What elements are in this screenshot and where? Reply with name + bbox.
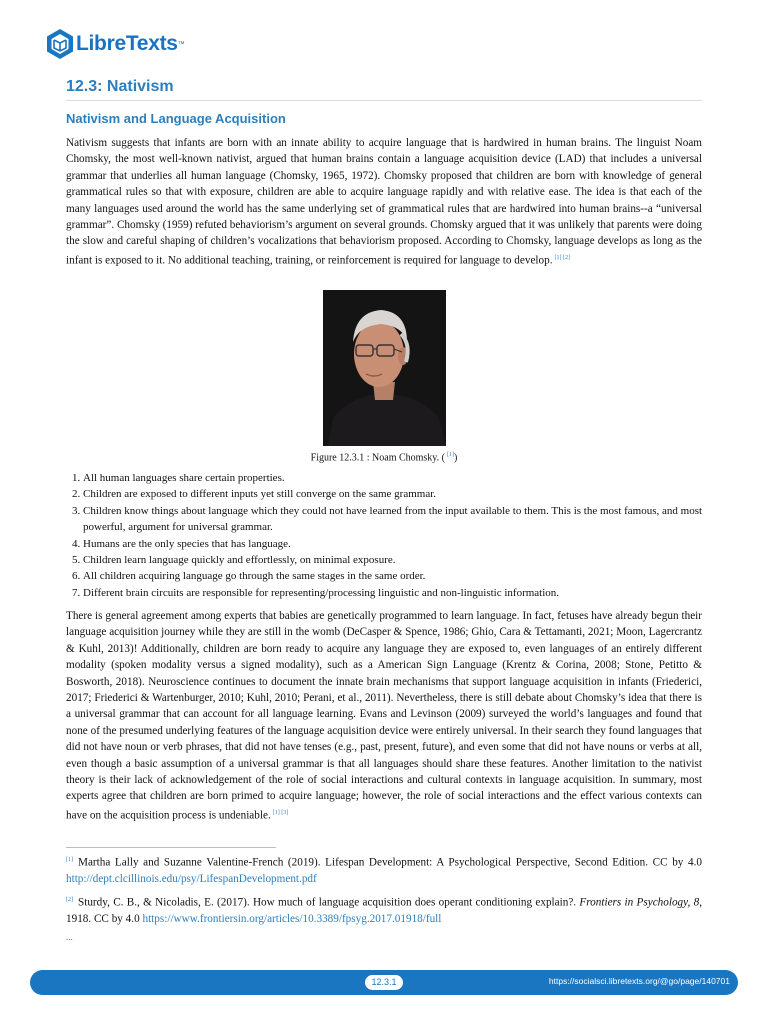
- footnote-2-journal: Frontiers in Psychology, 8: [579, 896, 700, 909]
- intro-paragraph-text: Nativism suggests that infants are born with an innate ability to acquire language that is hardwired in human brains. The linguist Noam Chomsky, the most well-known nativist, argued that human brains contain a language acquisition device (LAD) that includes a universal grammar that underlies all human language (Chomsky, 1965, 1972). Chomsky proposed that children are born with knowledge of general grammatical rules so that with exposure, children are able to acquire language rapidly and with relative ease. The idea is that each of the many languages used around the world has the same underlying set of grammatical rules that are hardwired into human brains--a “universal grammar”. Chomsky (1959) refuted behaviorism’s argument on several grounds. Chomsky argued that it was unlikely that parents were doing the slow and careful shaping of children’s vocalizations that behaviorism proposed. According to Chomsky, language develops as long as the infant is exposed to it. No additional teaching, training, or reinforcement is required for language to develop.: [66, 137, 702, 267]
- intro-paragraph: [66, 135, 702, 269]
- brand-name: LibreTexts: [76, 32, 178, 55]
- list-item: 6. All children acquiring language go through the same stages in the same order.: [83, 568, 719, 584]
- agreement-paragraph-text: There is general agreement among experts that babies are genetically programmed to learn language. In fact, fetuses have already begun their language acquisition journey while they are still in the womb (DeCasper & Spence, 1986; Ghio, Cara & Tettamanti, 2021; Moon, Lagercrantz & Kuhl, 2013)! Additionally, children are born ready to acquire any language they are exposed to, even languages of an entirely different modality (spoken modality versus a signed modality), such as a American Sign Language (Krentz & Corina, 2008; Stone, Petitto & Bosworth, 2018). Neuroscience continues to document the innate brain mechanisms that support language acquisition in infants (Friederici, 2017; Friederici & Wartenburger, 2010; Kuhl, 2010; Perani, et al., 2011). Nevertheless, there is still debate about Chomsky’s idea that there is a universal grammar that can account for all language learning. Evans and Levinson (2009) surveyed the world’s languages and found that none of the presumed underlying features of the language acquisition device were entirely universal. In their search they found languages that did not have noun or verb phrases, that did not have tenses (e.g., past, present, future), and even some that did not have nouns or verbs at all, even though a basic assumption of a universal grammar is that all languages should share these features. Another limitation to the nativist theory is their lack of acknowledgement of the role of social interactions and cultural contexts in language acquisition. In summary, most experts agree that children are born primed to acquire language; however, the role of social interactions and the effect various contexts can have on the acquisition process is undeniable.: [66, 610, 702, 822]
- chomsky-photo: [323, 290, 446, 446]
- footnote-1-marker[interactable]: [1]: [66, 857, 73, 863]
- page-title: 12.3: Nativism: [66, 78, 702, 101]
- footnote-2-text-after: , 1918. CC by 4.0: [66, 896, 702, 926]
- list-item: 5. Children learn language quickly and effortlessly, on minimal exposure.: [83, 552, 719, 568]
- footnote-divider: [66, 847, 276, 848]
- figure-caption-text: Figure 12.3.1 : Noam Chomsky. (: [310, 452, 445, 464]
- footnote-2-marker[interactable]: [2]: [66, 897, 73, 903]
- agreement-paragraph: [66, 608, 702, 824]
- figure-caption: [66, 452, 702, 463]
- list-item: 3. Children know things about language which they could not have learned from the input available to them. This is the most famous, and most powerful, argument for universal grammar.: [83, 503, 719, 536]
- page-url-link[interactable]: https://socialsci.libretexts.org/@go/page/140701: [548, 976, 730, 986]
- agreement-citation-link[interactable]: [1] [3]: [272, 809, 289, 816]
- footnote-1-link[interactable]: http://dept.clcillinois.edu/psy/LifespanDevelopment.pdf: [66, 873, 317, 886]
- footnote-2-link[interactable]: https://www.frontiersin.org/articles/10.3389/fpsyg.2017.01918/full: [142, 913, 442, 926]
- list-item: 7. Different brain circuits are responsible for representing/processing linguistic and non-linguistic information.: [83, 585, 719, 601]
- figure-caption-close: ): [454, 452, 458, 464]
- footnote-1: [66, 852, 702, 888]
- figure-caption-citation-link[interactable]: [1]: [447, 452, 454, 458]
- more-footnotes-link[interactable]: ...: [66, 932, 73, 942]
- intro-citation-link[interactable]: [1] [2]: [554, 254, 571, 261]
- list-item: 4. Humans are the only species that has language.: [83, 536, 719, 552]
- universal-grammar-claims-list: [66, 470, 719, 601]
- footnote-2: [66, 892, 702, 928]
- footnote-2-text: Sturdy, C. B., & Nicoladis, E. (2017). How much of language acquisition does operant conditioning explain?.: [78, 896, 580, 909]
- page-number-badge: 12.3.1: [365, 975, 403, 990]
- libretexts-logo[interactable]: [46, 27, 185, 61]
- list-item: 2. Children are exposed to different inputs yet still converge on the same grammar.: [83, 486, 719, 502]
- libretexts-logo-icon: [46, 28, 74, 60]
- footnote-1-text: Martha Lally and Suzanne Valentine-French (2019). Lifespan Development: A Psychological Perspective, Second Edition. CC by 4.0: [78, 856, 702, 869]
- list-item: 1. All human languages share certain properties.: [83, 470, 719, 486]
- section-title: Nativism and Language Acquisition: [66, 111, 286, 126]
- page-footer: [30, 970, 738, 995]
- brand-trademark: ™: [177, 40, 185, 48]
